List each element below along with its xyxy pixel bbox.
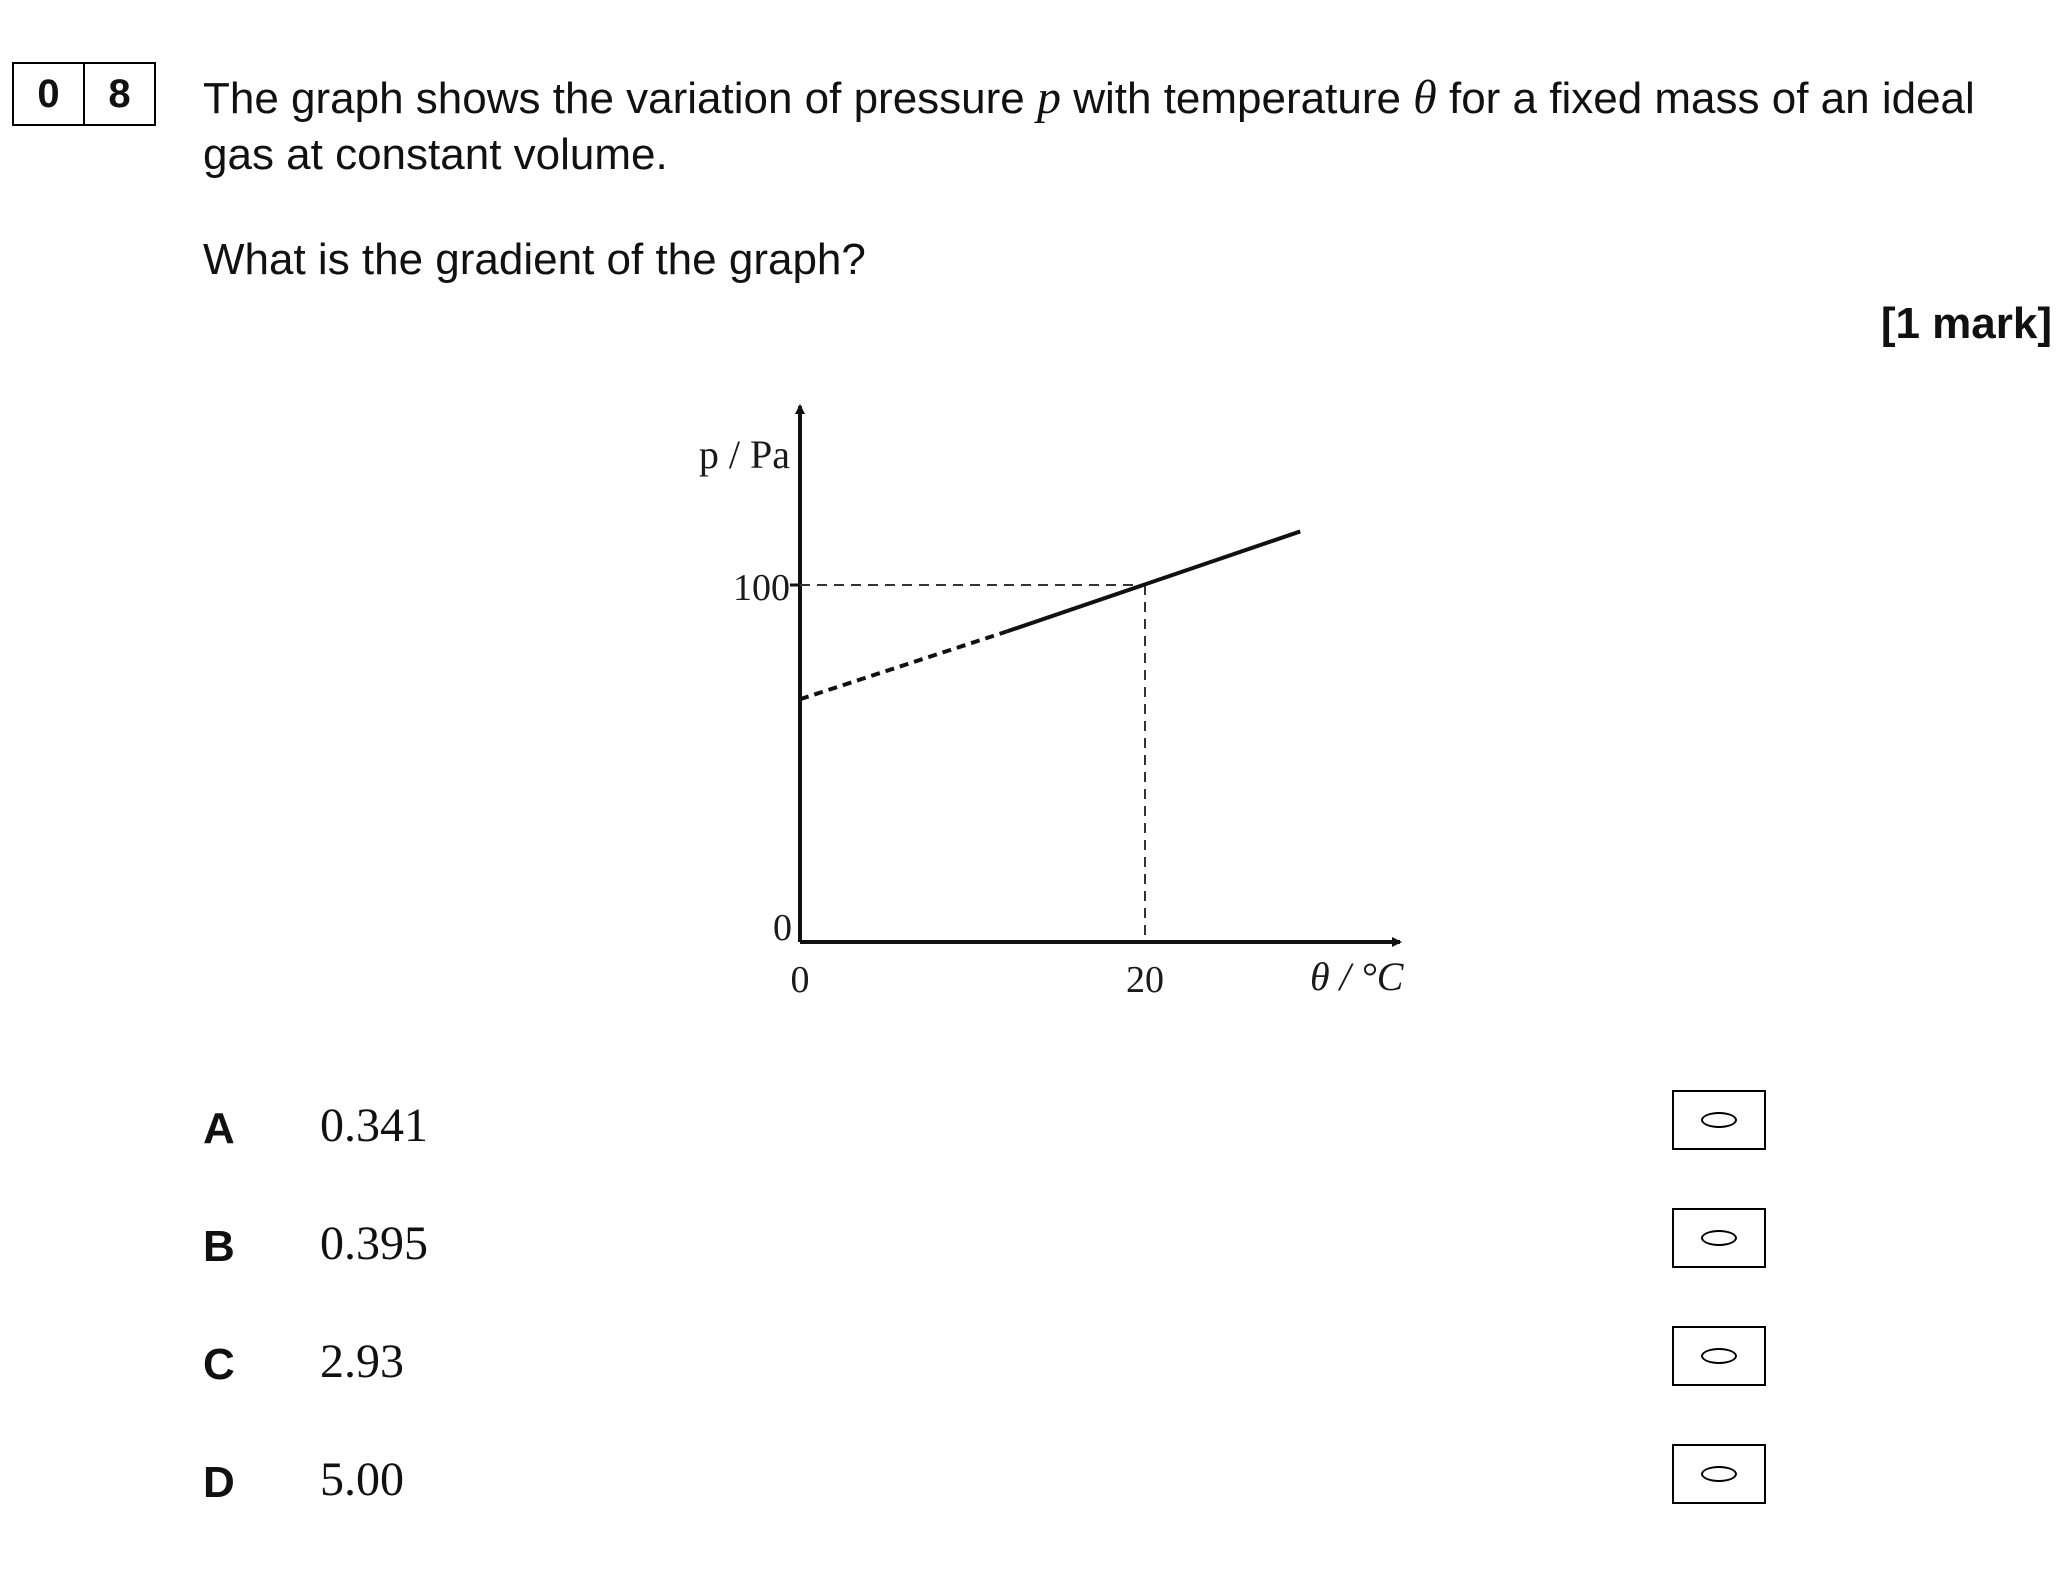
data-line-series xyxy=(1007,531,1300,631)
stem-text: for a fixed mass of an ideal gas at constant volume. xyxy=(203,74,1975,179)
graph-svg xyxy=(640,400,1420,1020)
pressure-temperature-graph xyxy=(640,400,1420,1020)
x-axis-label: θ / °C xyxy=(1310,954,1404,999)
theta-symbol: θ xyxy=(1413,71,1437,124)
pressure-symbol: p xyxy=(1037,71,1062,124)
mark-allocation: [1 mark] xyxy=(1880,299,2052,348)
stem-text: with temperature xyxy=(1061,74,1414,123)
x-tick-label-20: 20 xyxy=(1126,959,1164,1001)
extrapolated-line-series xyxy=(800,631,1007,699)
option-value: 5.00 xyxy=(320,1453,404,1506)
question-stem xyxy=(203,70,2003,183)
question-number-box xyxy=(12,62,156,126)
answer-box-c[interactable] xyxy=(1672,1326,1766,1386)
answer-bubble-icon xyxy=(1701,1348,1737,1364)
answer-box-a[interactable] xyxy=(1672,1090,1766,1150)
answer-box-b[interactable] xyxy=(1672,1208,1766,1268)
option-letter: B xyxy=(203,1222,235,1271)
x-tick-label-0: 0 xyxy=(790,959,810,1001)
question-text: What is the gradient of the graph? xyxy=(203,235,866,284)
option-letter: A xyxy=(203,1104,235,1153)
answer-bubble-icon xyxy=(1701,1112,1737,1128)
answer-bubble-icon xyxy=(1701,1230,1737,1246)
option-value: 0.395 xyxy=(320,1217,428,1270)
question-number-digit: 0 xyxy=(37,71,60,116)
answer-box-d[interactable] xyxy=(1672,1444,1766,1504)
option-letter: D xyxy=(203,1458,235,1507)
y-tick-label-0: 0 xyxy=(773,907,792,949)
option-value: 2.93 xyxy=(320,1335,404,1388)
option-letter: C xyxy=(203,1340,235,1389)
question-number-digit: 8 xyxy=(83,64,154,124)
answer-bubble-icon xyxy=(1701,1466,1737,1482)
stem-text: The graph shows the variation of pressure xyxy=(203,74,1038,123)
option-value: 0.341 xyxy=(320,1099,428,1152)
y-axis-label: p / Pa xyxy=(698,432,790,477)
y-tick-label-100: 100 xyxy=(733,567,790,609)
